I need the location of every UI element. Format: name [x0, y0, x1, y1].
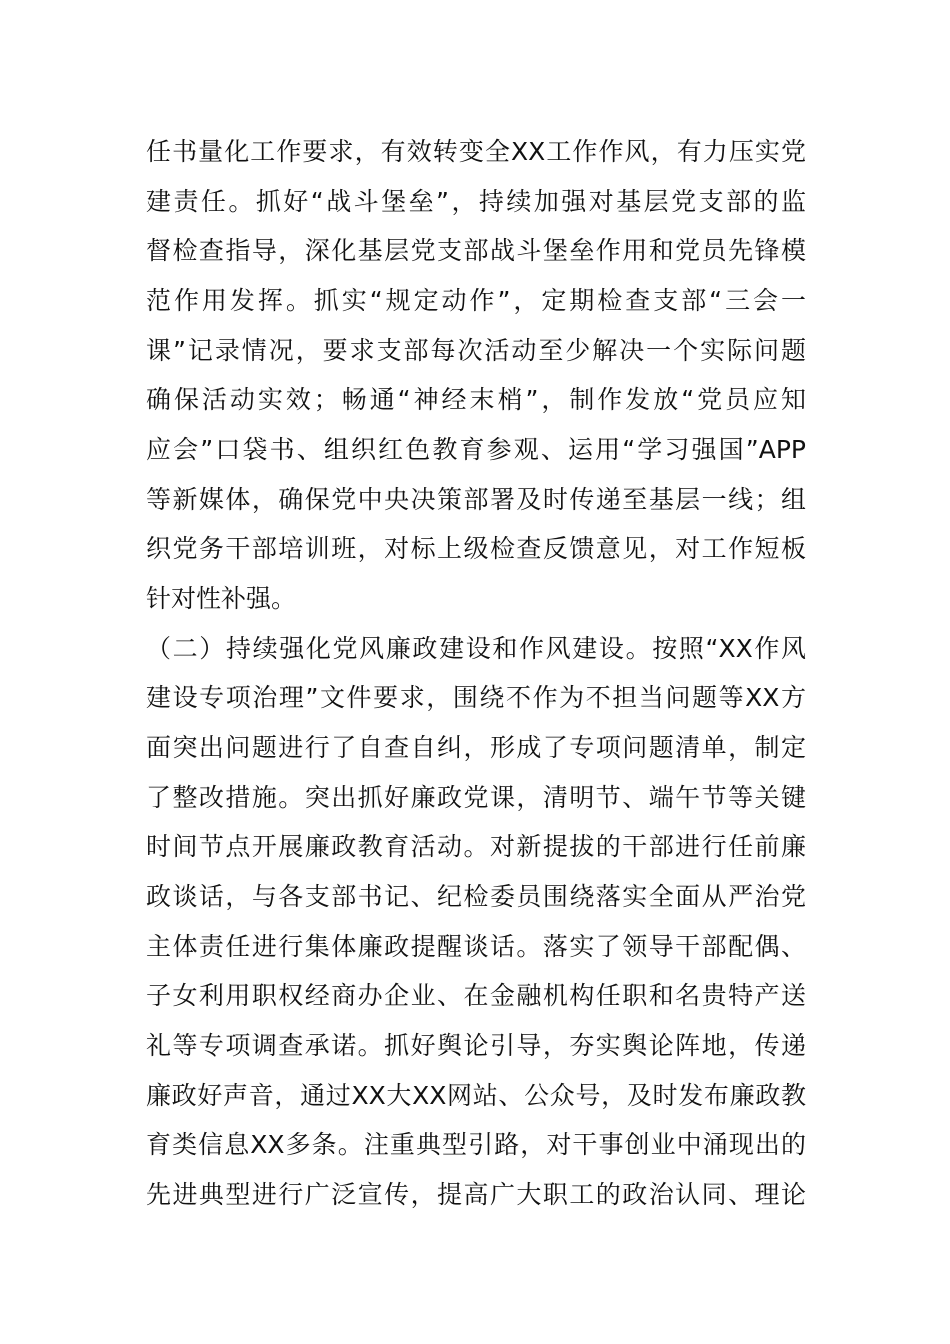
text-line-20: 廉政好声音，通过XX大XX网站、公众号，及时发布廉政教: [146, 1081, 806, 1110]
text-line-21: 育类信息XX多条。注重典型引路，对干事创业中涌现出的: [146, 1130, 806, 1159]
text-line-18: 子女利用职权经商办企业、在金融机构任职和名贵特产送: [146, 981, 806, 1010]
text-line-12: 建设专项治理”文件要求，围绕不作为不担当问题等XX方: [146, 683, 806, 712]
text-line-17: 主体责任进行集体廉政提醒谈话。落实了领导干部配偶、: [146, 932, 806, 961]
section-heading-line: （二）持续强化党风廉政建设和作风建设。按照“XX作风: [146, 634, 806, 663]
text-line-16: 政谈话，与各支部书记、纪检委员围绕落实全面从严治党: [146, 882, 806, 911]
text-line-2: 建责任。抓好“战斗堡垒”，持续加强对基层党支部的监: [146, 187, 806, 216]
text-line-14: 了整改措施。突出抓好廉政党课，清明节、端午节等关键: [146, 783, 806, 812]
text-line-3: 督检查指导，深化基层党支部战斗堡垒作用和党员先锋模: [146, 236, 806, 265]
text-line-15: 时间节点开展廉政教育活动。对新提拔的干部进行任前廉: [146, 832, 806, 861]
text-line-7: 应会”口袋书、组织红色教育参观、运用“学习强国”APP: [146, 435, 806, 464]
text-line-13: 面突出问题进行了自查自纠，形成了专项问题清单，制定: [146, 733, 806, 762]
text-line-10: 针对性补强。: [146, 584, 297, 613]
text-line-4: 范作用发挥。抓实“规定动作”，定期检查支部“三会一: [146, 286, 806, 315]
text-line-5: 课”记录情况，要求支部每次活动至少解决一个实际问题: [146, 336, 806, 365]
text-line-6: 确保活动实效；畅通“神经末梢”，制作发放“党员应知: [146, 385, 806, 414]
text-line-1: 任书量化工作要求，有效转变全XX工作作风，有力压实党: [146, 137, 806, 166]
text-line-19: 礼等专项调查承诺。抓好舆论引导，夯实舆论阵地，传递: [146, 1031, 806, 1060]
text-line-22: 先进典型进行广泛宣传，提高广大职工的政治认同、理论: [146, 1180, 806, 1209]
text-line-8: 等新媒体，确保党中央决策部署及时传递至基层一线；组: [146, 485, 806, 514]
text-line-9: 织党务干部培训班，对标上级检查反馈意见，对工作短板: [146, 534, 806, 563]
